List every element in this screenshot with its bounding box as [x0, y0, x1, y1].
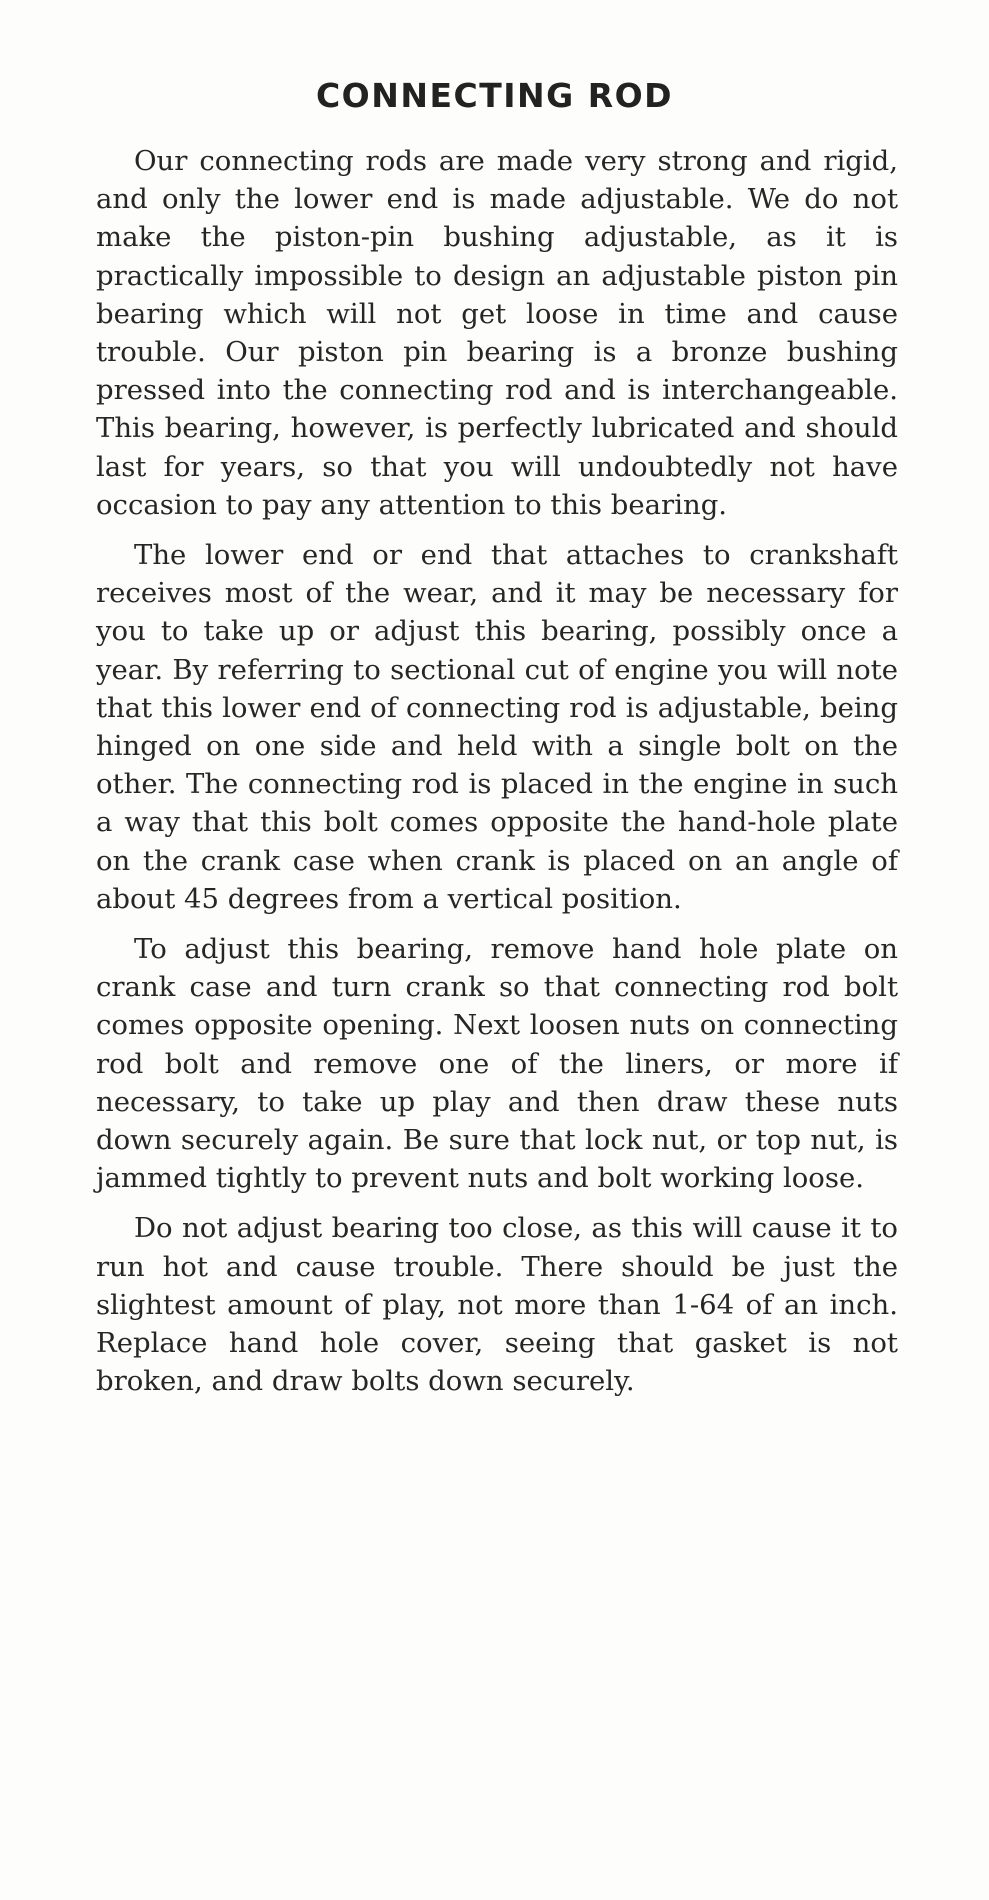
- body-text: [96, 142, 898, 1401]
- paragraph-3: To adjust this bearing, remove hand hole plate on crank case and turn crank so that connecting rod bolt comes opposite opening. Next loosen nuts on connecting rod bolt and remove one of the liners, or more if necessary, to take up play and then draw these nuts down securely again. Be sure that lock nut, or top nut, is jammed tightly to prevent nuts and bolt working loose.: [96, 933, 898, 1195]
- page-title: CONNECTING ROD: [315, 76, 674, 115]
- paragraph-4: Do not adjust bearing too close, as this will cause it to run hot and cause trouble. There should be just the slightest amount of play, not more than 1-64 of an inch. Replace hand hole cover, seeing that gasket is not broken, and draw bolts down securely.: [96, 1212, 898, 1398]
- paragraph-1: Our connecting rods are made very strong and rigid, and only the lower end is made adjustable. We do not make the piston-pin bushing adjustable, as it is practically impossible to design an adjustable piston pin bearing which will not get loose in time and cause trouble. Our piston pin bearing is a bronze bushing pressed into the connecting rod and is interchangeable. This bearing, however, is perfectly lubricated and should last for years, so that you will undoubtedly not have occasion to pay any attention to this bearing.: [96, 145, 898, 521]
- paragraph-2: The lower end or end that attaches to crankshaft receives most of the wear, and it may be necessary for you to take up or adjust this bearing, possibly once a year. By referring to sectional cut of engine you will note that this lower end of connecting rod is adjustable, being hinged on one side and held with a single bolt on the other. The connecting rod is placed in the engine in such a way that this bolt comes opposite the hand-hole plate on the crank case when crank is placed on an angle of about 45 degrees from a vertical position.: [96, 539, 898, 915]
